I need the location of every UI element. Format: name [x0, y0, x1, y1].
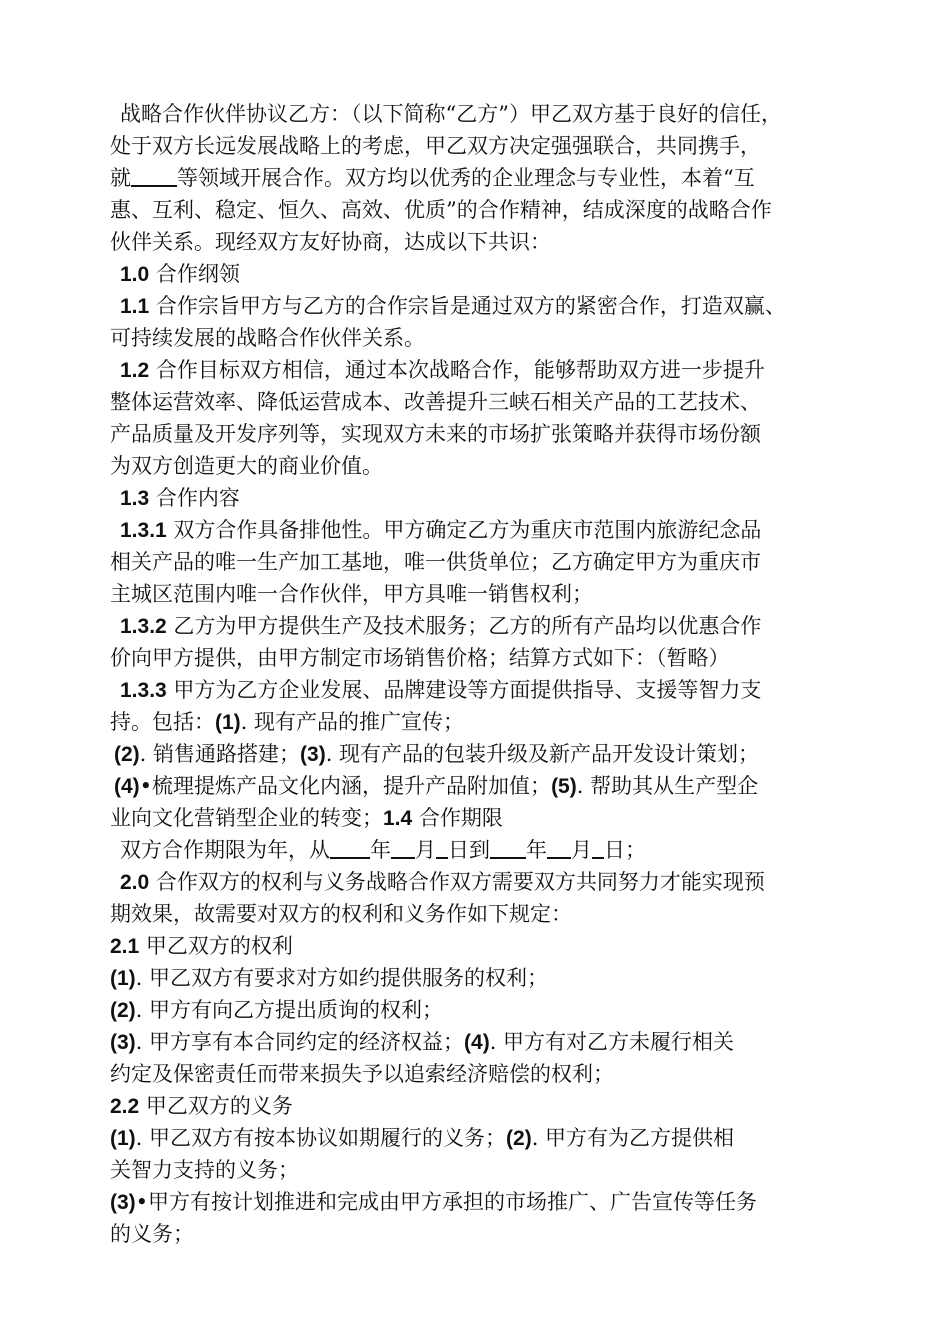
document-page [110, 98, 862, 1250]
duty-item-2-line-2: 关智力支持的义务； [110, 1158, 299, 1182]
section-1-2-line-4: 为双方创造更大的商业价值。 [110, 454, 383, 478]
section-2-0-line-2: 期效果，故需要对双方的权利和义务作如下规定： [110, 902, 572, 926]
section-1-1-line-1: 1.1 合作宗旨甲方与乙方的合作宗旨是通过双方的紧密合作，打造双赢、 [120, 294, 786, 318]
section-1-2-line-3: 产品质量及开发序列等，实现双方未来的市场扩张策略并获得市场份额 [110, 422, 761, 446]
section-1-3-2-line-2: 价向甲方提供，由甲方制定市场销售价格；结算方式如下：（暂略） [110, 646, 730, 670]
section-1-3-1-line-1: 1.3.1 双方合作具备排他性。甲方确定乙方为重庆市范围内旅游纪念品 [120, 518, 762, 542]
intro-line-4: 惠、互利、稳定、恒久、高效、优质”的合作精神，结成深度的战略合作 [110, 198, 772, 222]
intro-line-2: 处于双方长远发展战略上的考虑，甲乙双方决定强强联合，共同携手， [110, 134, 761, 158]
right-item-4-line-2: 约定及保密责任而带来损失予以追索经济赔偿的权利； [110, 1062, 614, 1086]
blank-field-end-year [490, 837, 526, 859]
section-1-0-heading: 1.0 合作纲领 [120, 262, 240, 286]
blank-field-end-day [592, 837, 604, 859]
blank-field-start-day [436, 837, 448, 859]
section-1-3-3-line-2: 持。包括：(1). 现有产品的推广宣传； [110, 710, 465, 734]
intro-line-3: 就 等领域开展合作。双方均以优秀的企业理念与专业性，本着“互 [110, 166, 755, 190]
section-1-3-heading: 1.3 合作内容 [120, 486, 240, 510]
section-2-2-heading: 2.2 甲乙双方的义务 [110, 1094, 293, 1118]
section-1-3-3-line-1: 1.3.3 甲方为乙方企业发展、品牌建设等方面提供指导、支援等智力支 [120, 678, 762, 702]
right-item-1: (1). 甲乙双方有要求对方如约提供服务的权利； [110, 966, 549, 990]
section-1-2-line-1: 1.2 合作目标双方相信，通过本次战略合作，能够帮助双方进一步提升 [120, 358, 765, 382]
section-1-3-2-line-1: 1.3.2 乙方为甲方提供生产及技术服务；乙方的所有产品均以优惠合作 [120, 614, 762, 638]
intro-line-5: 伙伴关系。现经双方友好协商，达成以下共识： [110, 230, 551, 254]
section-2-1-heading: 2.1 甲乙双方的权利 [110, 934, 293, 958]
section-1-2-line-2: 整体运营效率、降低运营成本、改善提升三峡石相关产品的工艺技术、 [110, 390, 761, 414]
duty-item-3: (3)•甲方有按计划推进和完成由甲方承担的市场推广、广告宣传等任务 [110, 1190, 758, 1214]
intro-line-1: 战略合作伙伴协议乙方：（以下简称“乙方”）甲乙双方基于良好的信任， [120, 102, 782, 126]
section-2-0-line-1: 2.0 合作双方的权利与义务战略合作双方需要双方共同努力才能实现预 [120, 870, 765, 894]
section-1-3-1-line-3: 主城区范围内唯一合作伙伴，甲方具唯一销售权利； [110, 582, 593, 606]
blank-field-domain [131, 165, 177, 187]
section-1-3-1-line-2: 相关产品的唯一生产加工基地，唯一供货单位；乙方确定甲方为重庆市 [110, 550, 761, 574]
blank-field-start-month [391, 837, 415, 859]
section-1-1-line-2: 可持续发展的战略合作伙伴关系。 [110, 326, 425, 350]
list-items-2-3: (2). 销售通路搭建；(3). 现有产品的包装升级及新产品开发设计策划； [114, 742, 760, 766]
duty-item-3-line-2: 的义务； [110, 1222, 194, 1246]
right-item-2: (2). 甲方有向乙方提出质询的权利； [110, 998, 444, 1022]
blank-field-start-year [330, 837, 370, 859]
term-line: 双方合作期限为年，从 年 月 日到 年 月 日； [120, 838, 646, 862]
section-1-4-line: 业向文化营销型企业的转变；1.4 合作期限 [110, 806, 503, 830]
blank-field-end-month [547, 837, 571, 859]
list-items-4-5: (4)•梳理提炼产品文化内涵，提升产品附加值；(5). 帮助其从生产型企 [114, 774, 759, 798]
right-items-3-4: (3). 甲方享有本合同约定的经济权益；(4). 甲方有对乙方未履行相关 [110, 1030, 735, 1054]
duty-items-1-2: (1). 甲乙双方有按本协议如期履行的义务；(2). 甲方有为乙方提供相 [110, 1126, 735, 1150]
